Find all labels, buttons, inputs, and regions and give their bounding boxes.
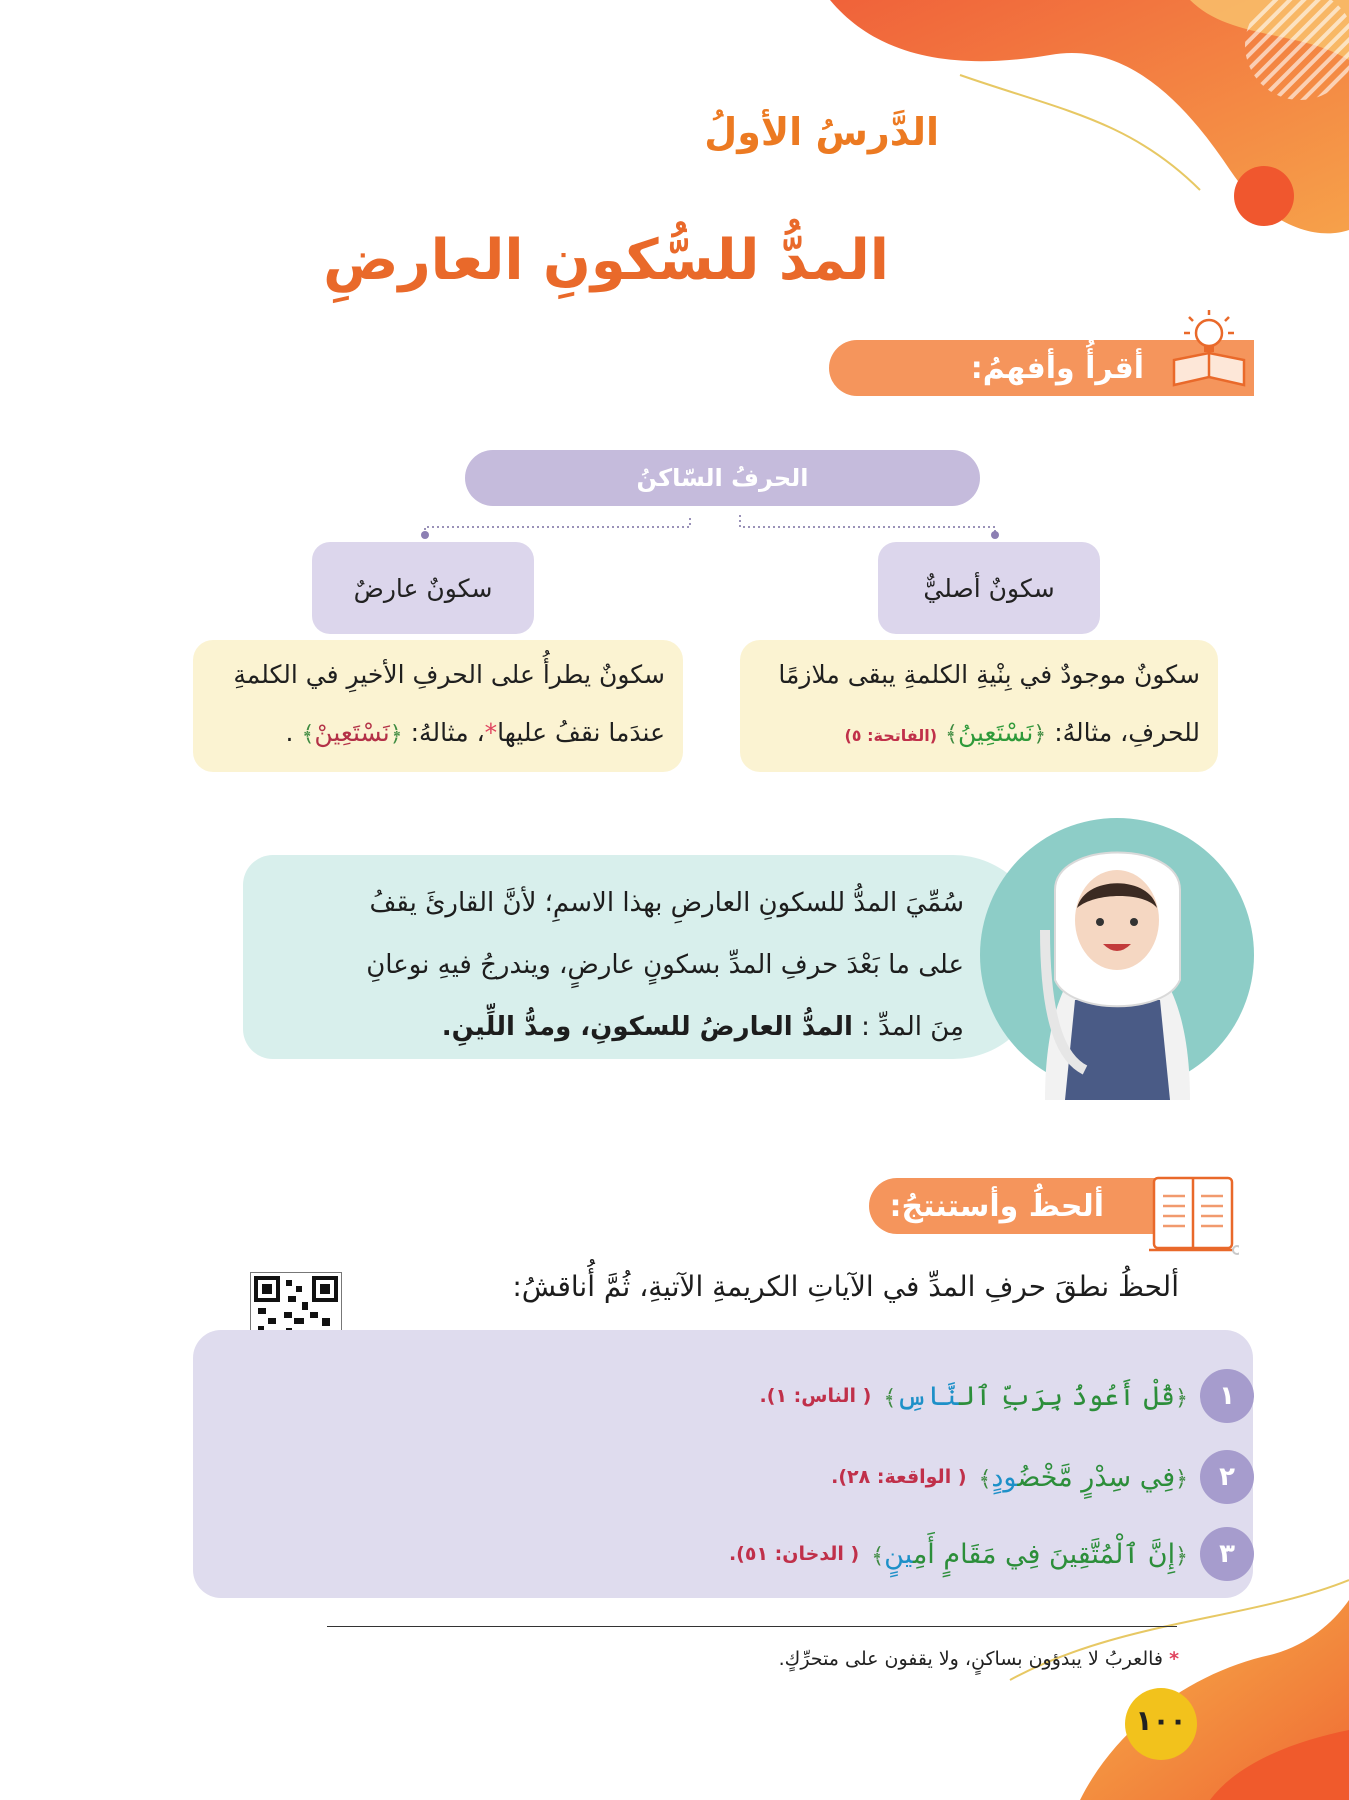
quran-close-ornament: ﴾ [945, 722, 958, 747]
footnote-star: * [1169, 1648, 1179, 1670]
explanation-line1: سُمِّيَ المدُّ للسكونِ العارضِ بهذا الاسمِ؛ لأنَّ القارئَ يقفُ [369, 888, 964, 918]
definition-accidental-prefix: عندَما نقفُ عليها [497, 718, 665, 747]
definition-original-prefix: للحرفِ، مثالهُ: [1054, 718, 1200, 747]
observe-conclude-tag [869, 1178, 1184, 1234]
lesson-label: الدَّرسُ الأولُ [704, 110, 939, 154]
footnote-divider [327, 1626, 1177, 1627]
definition-original-sukoon [740, 640, 1218, 772]
observe-instruction: ألحظُ نطقَ حرفِ المدِّ في الآياتِ الكريمةِ الآتيةِ، ثُمَّ أُناقشُ: [512, 1270, 1179, 1303]
verse-text-part1: إِنَّ ٱلْمُتَّقِينَ فِي مَقَامٍ أَمِ [912, 1538, 1176, 1570]
verse-number: ١ [1200, 1369, 1254, 1423]
lightbulb-book-icon [1164, 305, 1254, 395]
definition-accidental-sukoon [193, 640, 683, 772]
definition-accidental-period: . [285, 718, 294, 747]
open-book-icon [1149, 1172, 1239, 1262]
verse-text [883, 1381, 1188, 1412]
explanation-line3-prefix: مِنَ المدِّ : [861, 1012, 964, 1042]
teacher-explanation [244, 872, 964, 1058]
definition-accidental-mid: ، مثالهُ: [410, 718, 485, 747]
verse-item [729, 1526, 1254, 1582]
explanation-line3-bold: المدُّ العارضُ للسكونِ، ومدُّ اللِّينِ. [441, 1012, 853, 1042]
quran-close-ornament: ﴾ [883, 1385, 897, 1411]
quran-close-ornament: ﴾ [978, 1466, 992, 1492]
quran-open-ornament: ﴿ [1175, 1466, 1188, 1492]
explanation-line3 [244, 996, 964, 1058]
verse-highlight: ودٍ [991, 1461, 1018, 1493]
quran-close-ornament: ﴾ [871, 1543, 885, 1569]
lesson-title: المدُّ للسُّكونِ العارضِ [323, 228, 889, 293]
verse-reference: ( الواقعة: ٢٨). [831, 1466, 967, 1488]
verse-reference: ( الناس: ١). [759, 1385, 872, 1407]
verse-number: ٢ [1200, 1450, 1254, 1504]
observe-conclude-label: ألحظُ وأستنتجُ: [889, 1188, 1104, 1224]
explanation-line2: على ما بَعْدَ حرفِ المدِّ بسكونٍ عارضٍ، ويندرجُ فيهِ نوعانِ [366, 950, 964, 980]
quran-close-ornament: ﴾ [301, 722, 315, 747]
footnote-text: فالعربُ لا يبدؤون بساكنٍ، ولا يقفون على متحرِّكٍ. [778, 1648, 1164, 1670]
verse-item [831, 1449, 1254, 1505]
node-original-sukoon: سكونٌ أصليٌّ [878, 542, 1100, 634]
page-number: ١٠٠ [1135, 1704, 1187, 1737]
teacher-avatar [1005, 830, 1230, 1100]
verse-highlight: نَّاسِ [896, 1380, 960, 1412]
verse-text [871, 1539, 1188, 1570]
quran-open-ornament: ﴿ [1033, 722, 1047, 747]
quran-open-ornament: ﴿ [1175, 1543, 1188, 1569]
verse-item [760, 1368, 1254, 1424]
example-nastaeen-accidental: نَسْتَعِينْ [314, 718, 390, 747]
definition-original-line2 [758, 704, 1200, 765]
verse-text-part1: فِي سِدْرٍ مَّخْضُ [1017, 1461, 1176, 1493]
verse-text [979, 1462, 1188, 1493]
footnote [779, 1648, 1179, 1670]
definition-accidental-line2 [211, 704, 665, 764]
reference-fatiha: (الفاتحة: ٥) [844, 726, 938, 745]
verse-highlight: ينٍ [884, 1538, 913, 1570]
quran-open-ornament: ﴿ [1175, 1385, 1188, 1411]
verse-text-part1: قُلْ أَعُوذُ بِرَبِّ ٱل [959, 1380, 1176, 1412]
node-accidental-sukoon: سكونٌ عارضٌ [312, 542, 534, 634]
example-nastaeen-original: نَسْتَعِينُ [957, 718, 1034, 747]
footnote-marker[interactable]: * [484, 718, 498, 747]
root-node-silent-letter: الحرفُ السّاكنُ [465, 450, 980, 506]
verse-reference: ( الدخان: ٥١). [728, 1543, 860, 1565]
definition-original-line1: سكونٌ موجودٌ في بِنْيةِ الكلمةِ يبقى ملازمًا [778, 660, 1200, 689]
quran-open-ornament: ﴿ [389, 722, 403, 747]
read-understand-label: أقرأُ وأفهمُ: [970, 350, 1144, 386]
verse-number: ٣ [1200, 1527, 1254, 1581]
definition-accidental-line1: سكونٌ يطرأُ على الحرفِ الأخيرِ في الكلمةِ [233, 660, 665, 689]
tree-connectors [420, 505, 1020, 545]
